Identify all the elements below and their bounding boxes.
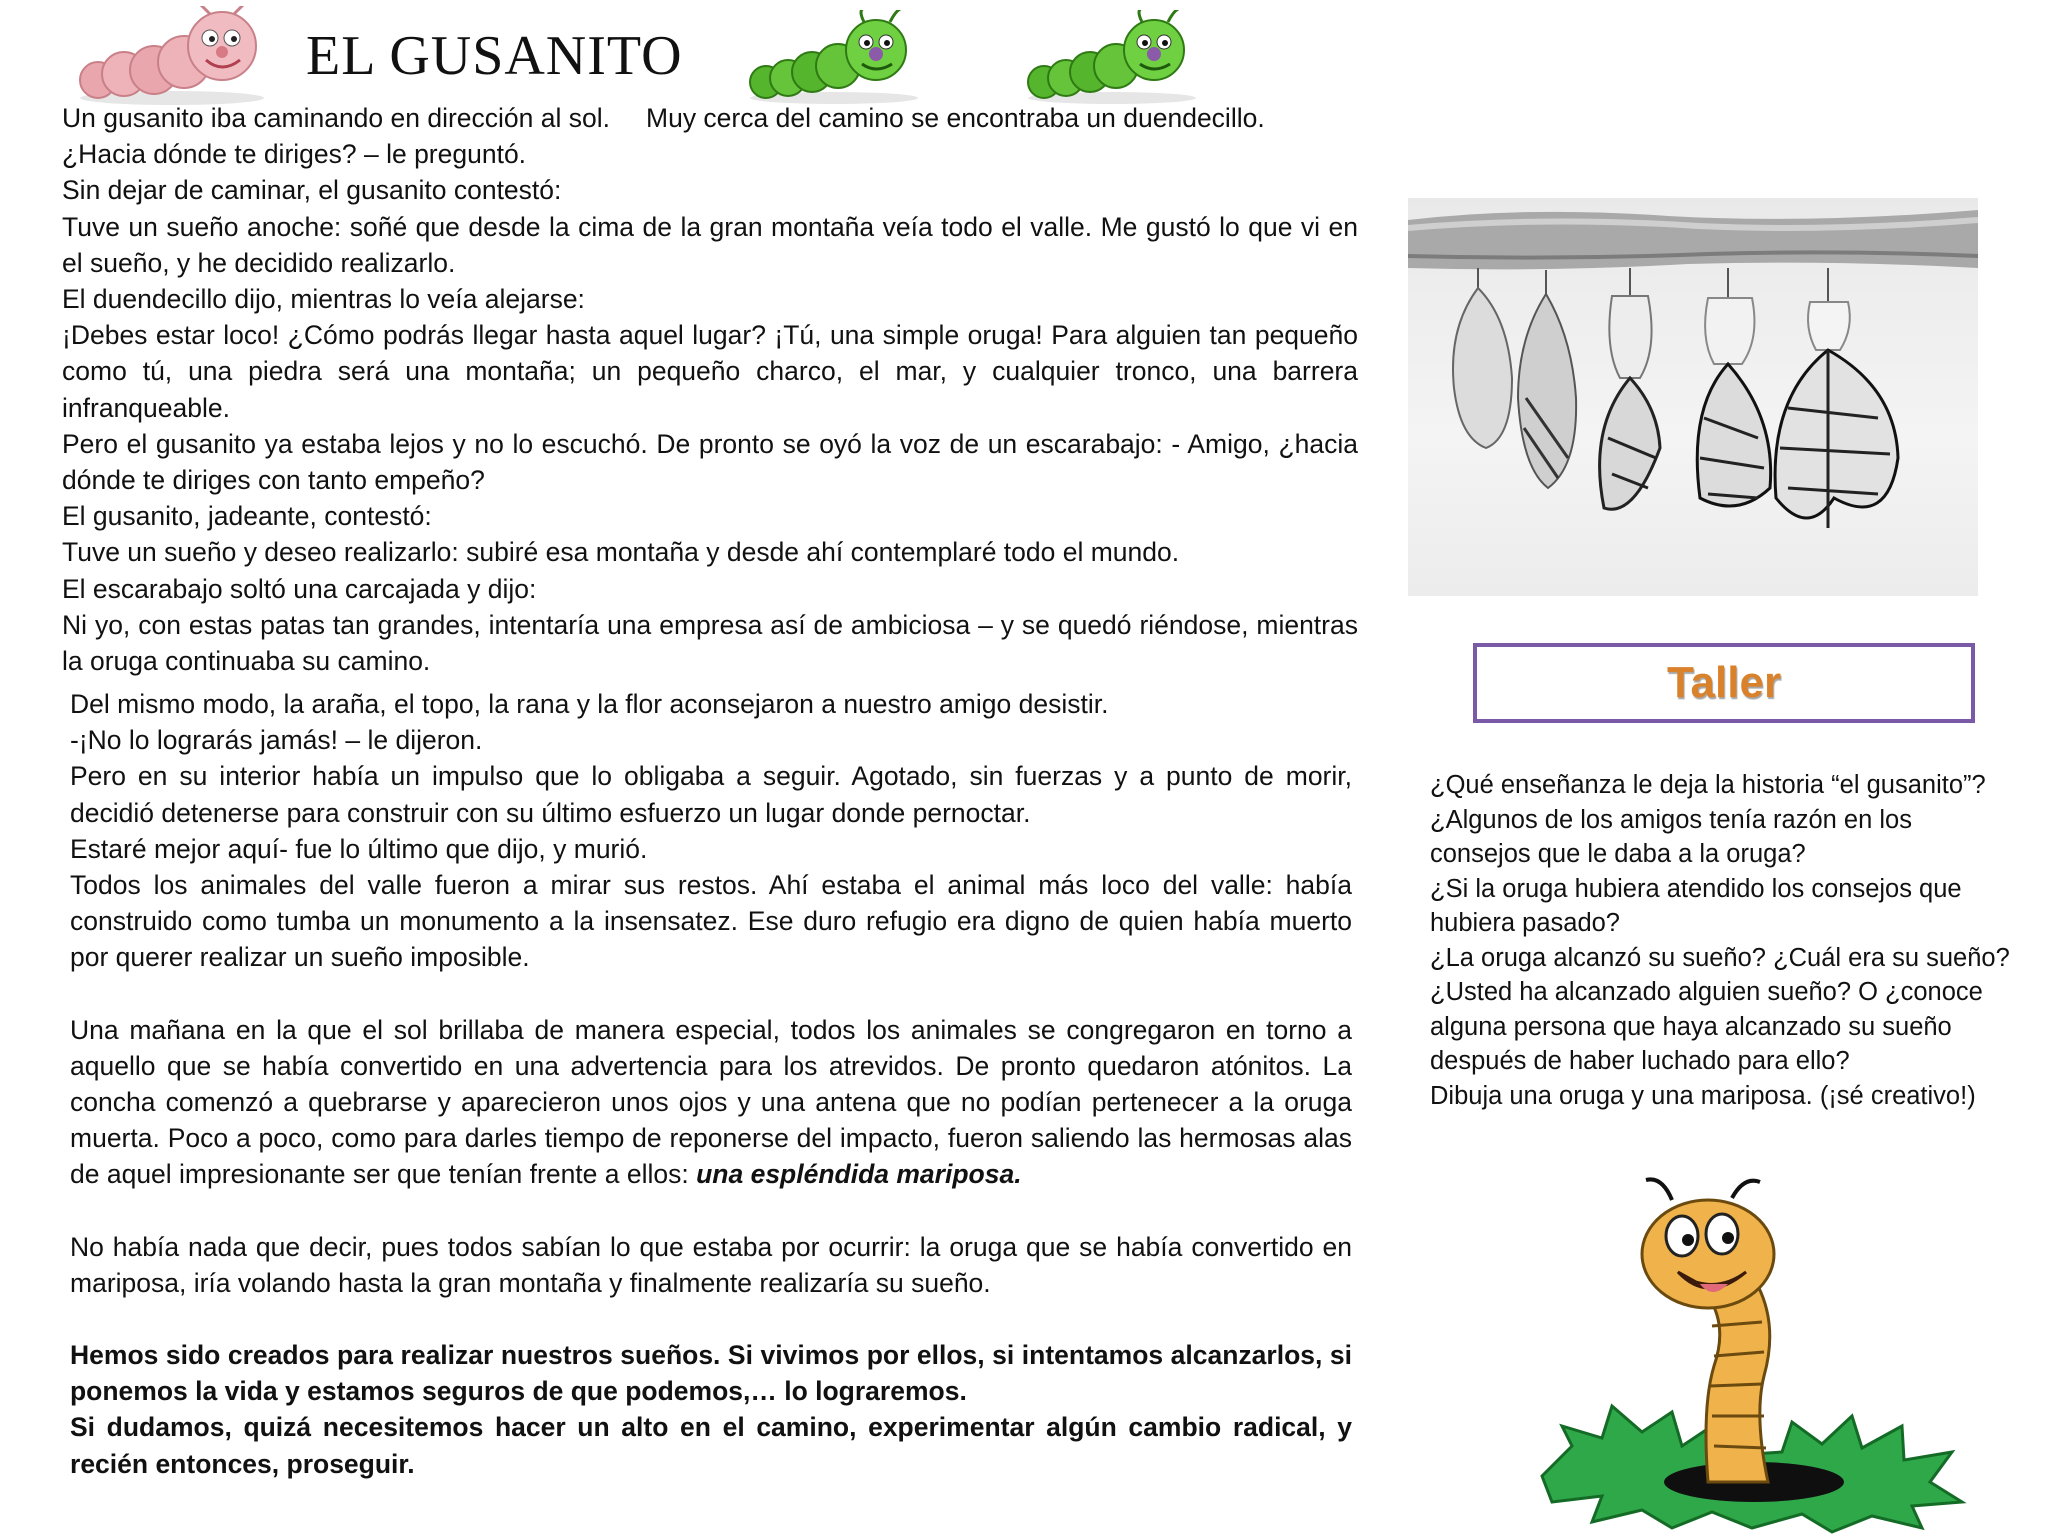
green-worm-icon [744, 10, 924, 106]
story-text: Una mañana en la que el sol brillaba de manera especial, todos los animales se congregaron en torno a aquello que se había convertido en una advertencia para los atrevidos. De pronto quedaron atónitos. La concha comenzó a quebrarse y aparecieron unos ojos y una antena que no podían pertenecer a la oruga muerta. Poco a poco, como para darles tiempo de reponerse del impacto, fueron saliendo las hermosas alas de aquel impresionante ser que tenían frente a ellos: [70, 1014, 1352, 1190]
question-item: ¿Usted ha alcanzado alguien sueño? O ¿conoce alguna persona que haya alcanzado su sueño después de haber luchado para ello? [1430, 978, 1983, 1075]
story-paragraph: Estaré mejor aquí- fue lo último que dijo, y murió. [70, 833, 648, 864]
story-line: Un gusanito iba caminando en dirección al sol. [62, 103, 610, 133]
moral-paragraph: Hemos sido creados para realizar nuestros sueños. Si vivimos por ellos, si intentamos alcanzarlos, si ponemos la vida y estamos seguros de que podemos,… lo lograremos. [70, 1340, 1352, 1407]
story-first-line [62, 100, 1358, 136]
taller-heading-box [1473, 643, 1975, 723]
question-item: ¿Qué enseñanza le deja la historia “el gusanito”? [1430, 771, 1986, 799]
story-paragraph: El escarabajo soltó una carcajada y dijo: [62, 573, 537, 604]
butterfly-photo [1408, 198, 1978, 596]
moral-paragraph: Si dudamos, quizá necesitemos hacer un alto en el camino, experimentar algún cambio radical, y recién entonces, proseguir. [70, 1412, 1352, 1479]
story-line: Muy cerca del camino se encontraba un duendecillo. [646, 103, 1265, 133]
story-paragraph: Ni yo, con estas patas tan grandes, intentaría una empresa así de ambiciosa – y se quedó riéndose, mientras la oruga continuaba su camino. [62, 609, 1358, 677]
story-paragraph [70, 1012, 1352, 1193]
story-paragraph: El gusanito, jadeante, contestó: [62, 501, 432, 532]
story-part-2 [70, 686, 1352, 1482]
story-paragraph: Tuve un sueño anoche: soñé que desde la cima de la gran montaña veía todo el valle. Me gustó lo que vi en el sueño, y he decidido realizarlo. [62, 211, 1358, 278]
taller-heading: Taller [1666, 658, 1782, 707]
story-paragraph: ¿Hacia dónde te diriges? – le preguntó. [62, 139, 527, 170]
story-paragraph: Del mismo modo, la araña, el topo, la rana y la flor aconsejaron a nuestro amigo desistir. [70, 689, 1109, 719]
story-paragraph: ¡Debes estar loco! ¿Cómo podrás llegar hasta aquel lugar? ¡Tú, una simple oruga! Para alguien tan pequeño como tú, una piedra será una montaña; un pequeño charco, el mar, y cualquier tronco, una barrera infranqueable. [62, 320, 1358, 423]
story-paragraph: Todos los animales del valle fueron a mirar sus restos. Ahí estaba el animal más loco del valle: había construido como tumba un monumento a la insensatez. Ese duro refugio era digno de quien había muerto por querer realizar un sueño imposible. [70, 870, 1352, 973]
story-paragraph: No había nada que decir, pues todos sabían lo que estaba por ocurrir: la oruga que se había convertido en mariposa, iría volando hasta la gran montaña y finalmente realizaría su sueño. [70, 1231, 1352, 1298]
story-emphasis: una espléndida mariposa. [696, 1159, 1022, 1190]
question-item: ¿Algunos de los amigos tenía razón en los consejos que le daba a la oruga? [1430, 805, 1912, 868]
story-paragraph: El duendecillo dijo, mientras lo veía alejarse: [62, 284, 585, 315]
story-part-1 [62, 100, 1358, 679]
story-paragraph: Tuve un sueño y deseo realizarlo: subiré esa montaña y desde ahí contemplaré todo el mundo. [62, 537, 1180, 568]
question-item: ¿Si la oruga hubiera atendido los consejos que hubiera pasado? [1430, 874, 1962, 937]
question-item: ¿La oruga alcanzó su sueño? ¿Cuál era su sueño? [1430, 943, 2010, 972]
pink-worm-icon [72, 6, 272, 110]
green-worm-icon [1022, 10, 1202, 106]
story-paragraph: Pero en su interior había un impulso que lo obligaba a seguir. Agotado, sin fuerzas y a punto de morir, decidió detenerse para construir con su último esfuerzo un lugar donde pernoctar. [70, 761, 1352, 828]
taller-questions [1430, 768, 2010, 1113]
story-paragraph: -¡No lo lograrás jamás! – le dijeron. [70, 725, 483, 756]
story-paragraph: Sin dejar de caminar, el gusanito contestó: [62, 175, 562, 206]
cartoon-worm-icon [1532, 1176, 1972, 1534]
story-paragraph: Pero el gusanito ya estaba lejos y no lo escuchó. De pronto se oyó la voz de un escarabajo: - Amigo, ¿hacia dónde te diriges con tanto empeño? [62, 428, 1358, 496]
page-title: EL GUSANITO [306, 25, 683, 87]
question-item: Dibuja una oruga y una mariposa. (¡sé creativo!) [1430, 1081, 1976, 1110]
